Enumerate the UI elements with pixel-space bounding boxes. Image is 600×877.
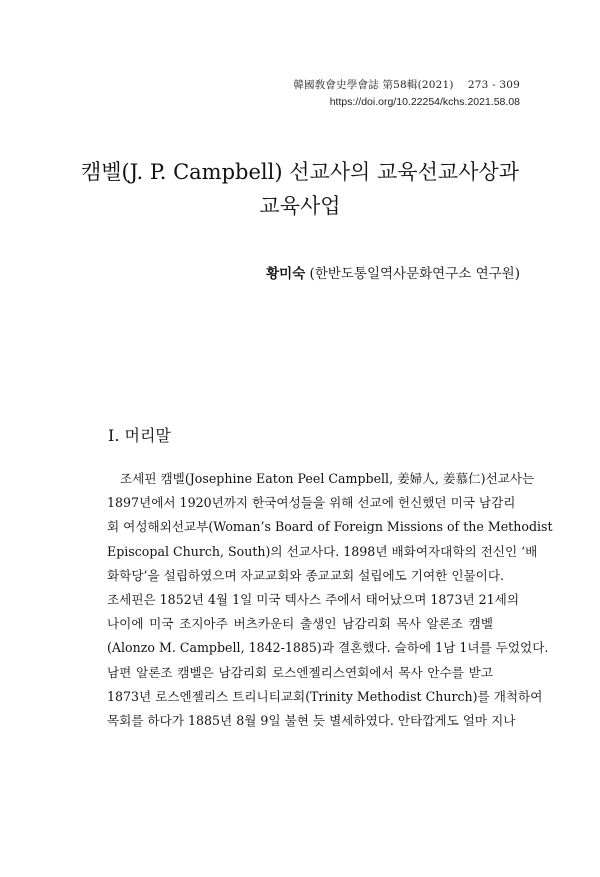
title-line-2: 교육사업 bbox=[259, 194, 341, 218]
doi-link[interactable]: https://doi.org/10.22254/kchs.2021.58.08 bbox=[329, 96, 520, 108]
body-line: 조세핀은 1852년 4월 1일 미국 텍사스 주에서 태어났으며 1873년 21세의 bbox=[107, 591, 519, 607]
journal-header bbox=[293, 77, 520, 111]
section-heading: I. 머리말 bbox=[108, 426, 171, 445]
body-line: 목회를 하다가 1885년 8월 9일 불현 듯 별세하였다. 안타깝게도 얼마 지나 bbox=[107, 712, 516, 728]
author-name: 황미숙 bbox=[266, 266, 306, 282]
journal-name: 韓國敎會史學會誌 第58輯(2021) bbox=[293, 79, 454, 91]
body-line: 나이에 미국 조지아주 버츠카운티 출생인 남감리회 목사 알론조 캠벨 bbox=[107, 616, 493, 632]
body-line: 1873년 로스엔젤리스 트리니티교회(Trinity Methodist Church)를 개척하여 bbox=[107, 688, 543, 704]
author-block bbox=[266, 262, 520, 282]
body-line: 조세핀 캠벨(Josephine Eaton Peel Campbell, 姜婦人, 姜慕仁)선교사는 bbox=[120, 471, 535, 486]
paper-title bbox=[60, 155, 540, 223]
body-line: Episcopal Church, South)의 선교사다. 1898년 배화여자대학의 전신인 ‘배 bbox=[107, 543, 538, 559]
author-affiliation: (한반도통일역사문화연구소 연구원) bbox=[309, 266, 520, 282]
body-text bbox=[107, 467, 553, 733]
body-line: 1897년에서 1920년까지 한국여성들을 위해 선교에 헌신했던 미국 남감리 bbox=[107, 495, 516, 511]
body-line: 회 여성해외선교부(Woman’s Board of Foreign Missions of the Methodist bbox=[107, 519, 553, 535]
page-range: 273 - 309 bbox=[467, 79, 520, 91]
journal-citation bbox=[293, 77, 520, 94]
title-line-1: 캠벨(J. P. Campbell) 선교사의 교육선교사상과 bbox=[80, 160, 520, 184]
body-line: (Alonzo M. Campbell, 1842-1885)과 결혼했다. 슬하에 1남 1녀를 두었었다. bbox=[107, 640, 549, 656]
body-line: 남편 알론조 캠벨은 남감리회 로스엔젤리스연회에서 목사 안수를 받고 bbox=[107, 664, 493, 680]
body-line: 화학당’을 설립하였으며 자교교회와 종교교회 설립에도 기여한 인물이다. bbox=[107, 567, 504, 583]
